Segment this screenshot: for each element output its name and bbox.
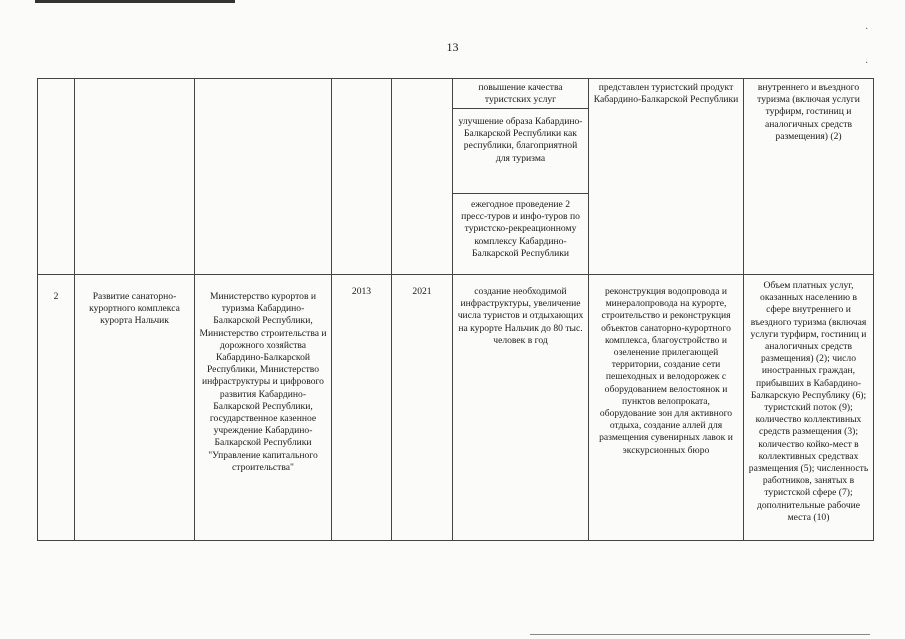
executor-cell: Министерство курортов и туризма Кабардино-Балкарской Республики, Министерство строительства и дорожного хозяйства Кабардино-Балкарской Республики, Министерство инфраструктуры и цифрового развития Кабардино-Балкарской Республики, государственное казенное учреждение Кабардино-Балкарской Республики "Управление капитального строительства" [199,291,327,473]
table-rule [452,108,588,109]
scan-edge-line [35,0,235,3]
table-rule [37,78,38,541]
scan-speck: · [865,58,869,69]
table-rule [37,274,874,275]
indicators-cell: Объем платных услуг, оказанных населению в сфере внутреннего и въездного туризма (включая услуги турфирм, гостиниц и аналогичных средств размещения) (2); число иностранных граждан, прибывших в Кабардино-Балкарскую Республику (6); туристский поток (9); количество коллективных средств размещения (3); количество койко-мест в коллективных средствах размещения (5); численность работников, занятых в туристской сфере (7); дополнительные рабочие места (10) [748,280,869,523]
table-rule [331,78,332,541]
result-cell: представлен туристский продукт Кабардино-Балкарской Республики [593,82,739,106]
indicators-cell: внутреннего и въездного туризма (включая услуги турфирм, гостиниц и аналогичных средств размещения) (2) [757,82,860,142]
table-rule [391,78,392,541]
start-year: 2013 [351,286,372,297]
table-rule [37,78,874,79]
table-rule [452,193,588,194]
measure-cell: ежегодное проведение 2 пресс-туров и инфо-туров по туристско-рекреационному комплексу Кабардино-Балкарской Республики [461,199,580,259]
measure-cell: повышение качества туристских услуг [478,82,563,106]
scan-speck: · [865,24,869,35]
page-number: 13 [446,40,459,54]
measure-cell: создание необходимой инфраструктуры, увеличение числа туристов и отдыхающих на курорте Нальчик до 80 тыс. человек в год [457,286,584,346]
subprogram-name: Развитие санаторно-курортного комплекса курорта Нальчик [89,291,180,327]
measure-cell: улучшение образа Кабардино-Балкарской Республики как республики, благоприятной для туризма [458,116,583,164]
result-cell: реконструкция водопровода и минералопровода на курорте, строительство и реконструкция объектов санаторно-курортного комплекса, благоустройство и озеленение прилегающей территории, создание сети пешеходных и велодорожек с оборудованием велостоянок и пунктов велопроката, оборудование зон для активного отдыха, создание аллей для размещения сувенирных лавок и экскурсионных бюро [599,286,733,456]
end-year: 2021 [412,286,432,297]
table-rule [37,540,874,541]
row-number: 2 [53,291,59,302]
scan-edge-line [530,634,870,635]
table-rule [873,78,874,541]
